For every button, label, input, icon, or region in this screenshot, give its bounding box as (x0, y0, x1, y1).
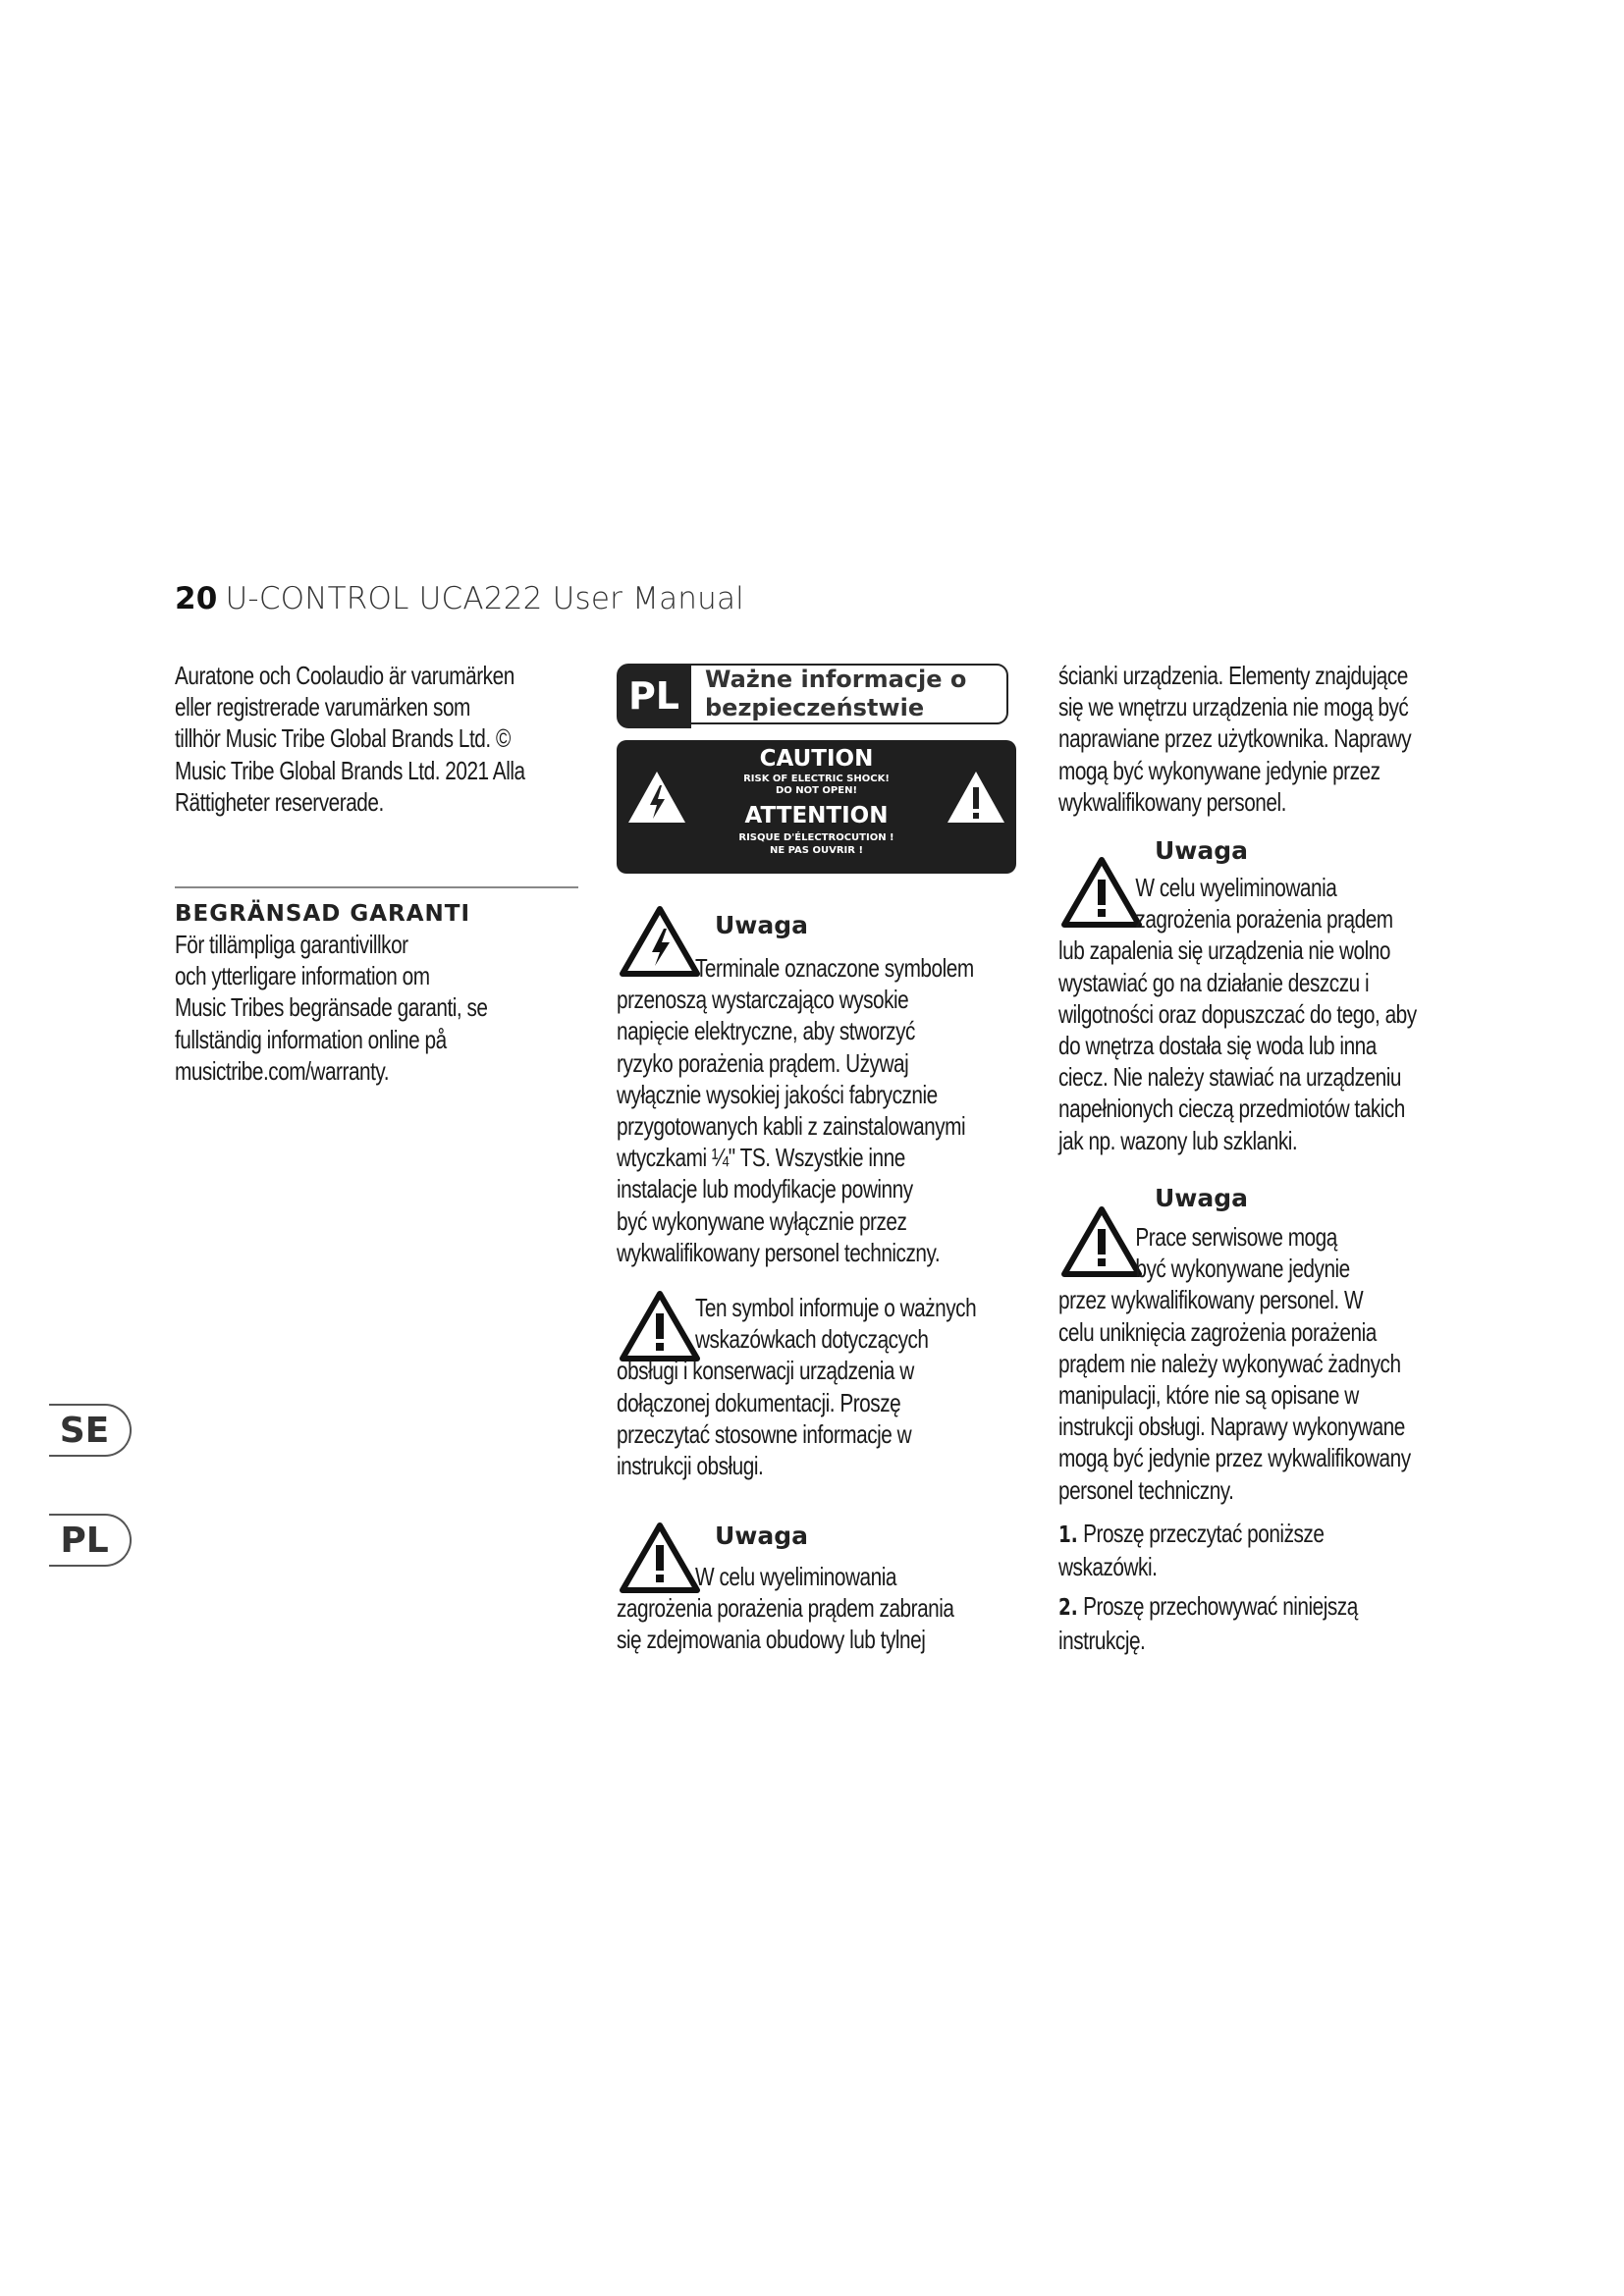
warning-heading: Uwaga (1155, 1184, 1249, 1212)
text-line: Ten symbol informuje o ważnych (695, 1293, 977, 1322)
text-line: przez wykwalifikowany personel. W (1058, 1285, 1364, 1315)
text-line: Rättigheter reserverade. (175, 786, 384, 817)
list-text: instrukcję. (1058, 1625, 1146, 1655)
attention-title: ATTENTION (744, 803, 889, 828)
text-line: napełnionych cieczą przedmiotów takich (1058, 1094, 1405, 1124)
safety-title (691, 664, 1008, 724)
instruction-list (1058, 1518, 1490, 1656)
text-line: ryzyko porażenia prądem. Używaj (617, 1047, 909, 1078)
warning-heading: Uwaga (715, 1522, 809, 1550)
text-line: obsługi i konserwacji urządzenia w (617, 1356, 914, 1386)
warranty-section (175, 901, 587, 1087)
text-line: się we wnętrzu urządzenia nie mogą być (1058, 692, 1409, 722)
text-line: wystawiać go na działanie deszczu i (1058, 967, 1370, 997)
text-line: wyłącznie wysokiej jakości fabrycznie (617, 1079, 938, 1109)
column-polish-2 (1058, 660, 1471, 818)
text-line: musictribe.com/warranty. (175, 1055, 390, 1086)
text-line: być wykonywane jedynie (1135, 1254, 1350, 1284)
text-line: Auratone och Coolaudio är varumärken (175, 661, 514, 690)
page-number: 20 (175, 581, 218, 616)
text-line: Music Tribes begränsade garanti, se (175, 992, 488, 1023)
list-item (1058, 1590, 1490, 1655)
caution-subtitle: DO NOT OPEN! (775, 785, 858, 796)
warning-paragraph (617, 1561, 1049, 1656)
text-line: W celu wyeliminowania (695, 1562, 896, 1591)
text-line: napięcie elektryczne, aby stworzyć (617, 1016, 915, 1046)
text-line: För tillämpliga garantivillkor (175, 930, 408, 959)
safety-title-line: bezpieczeństwie (705, 694, 925, 721)
text-line: eller registrerade varumärken som (175, 692, 470, 722)
list-number: 2. (1058, 1595, 1078, 1622)
text-line: jak np. wazony lub szklanki. (1058, 1125, 1298, 1155)
warranty-heading: BEGRÄNSAD GARANTI (175, 901, 471, 927)
warning-paragraph (617, 952, 1049, 1268)
section-divider (175, 886, 578, 888)
text-line: do wnętrza dostała się woda lub inna (1058, 1031, 1377, 1061)
list-text: Proszę przeczytać poniższe (1083, 1519, 1325, 1548)
text-line: ciecz. Nie należy stawiać na urządzeniu (1058, 1062, 1401, 1093)
language-badge: PL (617, 664, 691, 728)
language-tab-pl[interactable]: PL (49, 1514, 132, 1567)
text-line: instrukcji obsługi. Naprawy wykonywane (1058, 1412, 1405, 1442)
text-line: wykwalifikowany personel techniczny. (617, 1237, 941, 1267)
safety-title-box (617, 664, 1014, 728)
text-line: zagrożenia porażenia prądem (1135, 904, 1393, 934)
trademark-paragraph (175, 660, 587, 818)
list-text: Proszę przechowywać niniejszą (1083, 1591, 1358, 1622)
text-line: mogą być wykonywane jedynie przez (1058, 755, 1380, 785)
text-line: przygotowanych kabli z zainstalowanymi (617, 1111, 966, 1142)
text-line: naprawiane przez użytkownika. Naprawy (1058, 723, 1412, 754)
text-line: wilgotności oraz dopuszczać do tego, aby (1058, 998, 1417, 1029)
text-line: lub zapalenia się urządzenia nie wolno (1058, 935, 1390, 966)
text-line: celu uniknięcia zagrożenia porażenia (1058, 1316, 1377, 1347)
text-line: się zdejmowania obudowy lub tylnej (617, 1625, 926, 1655)
list-item (1058, 1518, 1490, 1582)
text-line: Prace serwisowe mogą (1135, 1222, 1337, 1252)
warning-heading: Uwaga (715, 911, 809, 939)
warning-paragraph (1058, 1221, 1490, 1506)
attention-subtitle: RISQUE D'ÉLECTROCUTION ! (738, 832, 894, 843)
page-header (175, 581, 744, 616)
warranty-paragraph (175, 929, 587, 1087)
caution-subtitle: RISK OF ELECTRIC SHOCK! (743, 774, 890, 784)
text-line: wtyczkami ¼" TS. Wszystkie inne (617, 1143, 905, 1173)
safety-title-line: Ważne informacje o (705, 666, 967, 693)
text-line: instrukcji obsługi. (617, 1451, 764, 1481)
warning-paragraph (1058, 872, 1490, 1156)
text-line: mogą być jedynie przez wykwalifikowany (1058, 1443, 1411, 1473)
text-line: manipulacji, które nie są opisane w (1058, 1380, 1359, 1411)
text-line: personel techniczny. (1058, 1474, 1234, 1505)
warning-paragraph (617, 1292, 1049, 1481)
text-line: zagrożenia porażenia prądem zabrania (617, 1593, 954, 1624)
text-line: W celu wyeliminowania (1135, 873, 1337, 902)
text-line: przeczytać stosowne informacje w (617, 1418, 912, 1449)
continued-paragraph (1058, 660, 1471, 818)
column-swedish (175, 660, 587, 818)
list-text: wskazówki. (1058, 1552, 1158, 1582)
text-line: Music Tribe Global Brands Ltd. 2021 Alla (175, 755, 525, 785)
text-line: instalacje lub modyfikacje powinny (617, 1174, 913, 1204)
list-number: 1. (1058, 1522, 1078, 1548)
text-line: prądem nie należy wykonywać żadnych (1058, 1348, 1401, 1378)
warning-heading: Uwaga (1155, 836, 1249, 865)
text-line: ścianki urządzenia. Elementy znajdujące (1058, 661, 1408, 690)
text-line: Terminale oznaczone symbolem (695, 953, 974, 983)
text-line: tillhör Music Tribe Global Brands Ltd. © (175, 723, 511, 754)
text-line: dołączonej dokumentacji. Proszę (617, 1387, 901, 1417)
text-line: być wykonywane wyłącznie przez (617, 1205, 907, 1236)
text-line: wykwalifikowany personel. (1058, 786, 1286, 817)
caution-label (617, 740, 1016, 874)
attention-subtitle: NE PAS OUVRIR ! (769, 845, 864, 856)
column-polish-1 (617, 664, 1029, 874)
text-line: przenoszą wystarczająco wysokie (617, 985, 909, 1015)
caution-title: CAUTION (759, 746, 874, 772)
language-tab-se[interactable]: SE (49, 1404, 132, 1457)
text-line: wskazówkach dotyczących (695, 1324, 929, 1355)
text-line: fullständig information online på (175, 1024, 447, 1054)
manual-title: U-CONTROL UCA222 User Manual (225, 581, 744, 616)
text-line: och ytterligare information om (175, 961, 430, 991)
